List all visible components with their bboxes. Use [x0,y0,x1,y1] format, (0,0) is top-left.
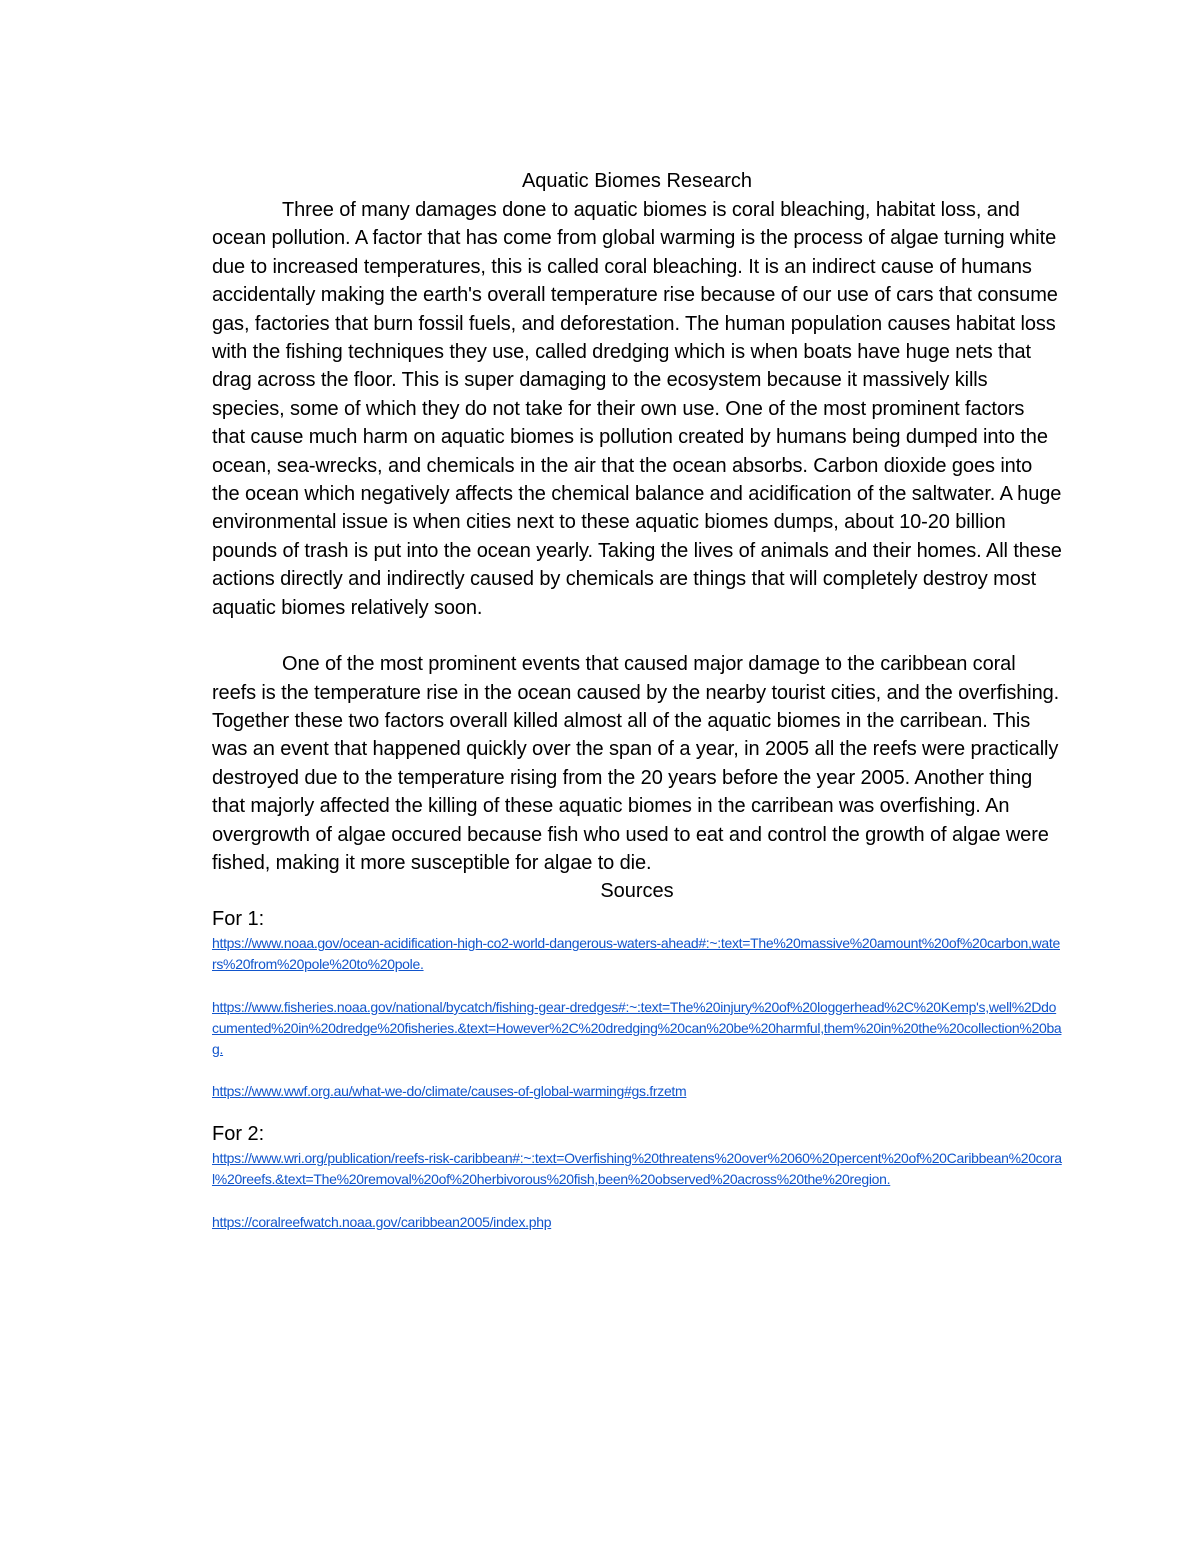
source-link[interactable]: https://www.fisheries.noaa.gov/national/bycatch/fishing-gear-dredges#:~:text=The%20injury%20of%20loggerhead%2C%20Kemp's,well%2Ddocumented%20in%20dredge%20fisheries.&text=However%2C%20dredging%20can%20be%20harmful,them%20in%20the%20collection%20bag. [212,998,1062,1057]
source-link[interactable]: https://www.noaa.gov/ocean-acidification-high-co2-world-dangerous-waters-ahead#:~:text=The%20massive%20amount%20of%20carbon,waters%20from%20pole%20to%20pole. [212,935,1060,973]
paragraph-2: One of the most prominent events that caused major damage to the caribbean coral reefs is the temperature rise in the ocean caused by the nearby tourist cities, and the overfishing. Together these two factors overall killed almost all of the aquatic biomes in the carribean. This was an event that happened quickly over the span of a year, in 2005 all the reefs were practically destroyed due to the temperature rising from the 20 years before the year 2005. Another thing that majorly affected the killing of these aquatic biomes in the carribean was overfishing. An overgrowth of algae occured because fish who used to eat and control the growth of algae were fished, making it more susceptible for algae to die. [212,653,1060,874]
source-link[interactable]: https://www.wwf.org.au/what-we-do/climate/causes-of-global-warming#gs.frzetm [212,1083,687,1100]
document-title: Aquatic Biomes Research [521,170,753,192]
source-group-2-links [212,1148,1062,1232]
group-spacer [212,1102,1062,1120]
link-spacer [212,1190,1062,1212]
source-group-1-links [212,933,1062,1102]
paragraph-spacer [212,622,1062,650]
paragraph-1: Three of many damages done to aquatic biomes is coral bleaching, habitat loss, and ocean pollution. A factor that has come from global warming is the process of algae turning white due to increased temperatures, this is called coral bleaching. It is an indirect cause of humans accidentally making the earth's overall temperature rise because of our use of cars that consume gas, factories that burn fossil fuels, and deforestation. The human population causes habitat loss with the fishing techniques they use, called dredging which is when boats have huge nets that drag across the floor. This is super damaging to the ecosystem because it massively kills species, some of which they do not take for their own use. One of the most prominent factors that cause much harm on aquatic biomes is pollution created by humans being dumped into the ocean, sea-wrecks, and chemicals in the air that the ocean absorbs. Carbon dioxide goes into the ocean which negatively affects the chemical balance and acidification of the saltwater. A huge environmental issue is when cities next to these aquatic biomes dumps, about 10-20 billion pounds of trash is put into the ocean yearly. Taking the lives of animals and their homes. All these actions directly and indirectly caused by chemicals are things that will completely destroy most aquatic biomes relatively soon. [212,199,1062,619]
source-group-label-1: For 1: [212,908,265,931]
source-link[interactable]: https://coralreefwatch.noaa.gov/caribbean2005/index.php [212,1213,552,1230]
sources-heading: Sources [600,880,674,903]
document-page [212,166,1062,1233]
link-spacer [212,1059,1062,1081]
source-link[interactable]: https://www.wri.org/publication/reefs-risk-caribbean#:~:text=Overfishing%20threatens%20over%2060%20percent%20of%20Caribbean%20coral%20reefs.&text=The%20removal%20of%20herbivorous%20fish,been%20observed%20across%20the%20region. [212,1150,1062,1187]
link-spacer [212,975,1062,997]
source-group-label-2: For 2: [212,1123,265,1146]
